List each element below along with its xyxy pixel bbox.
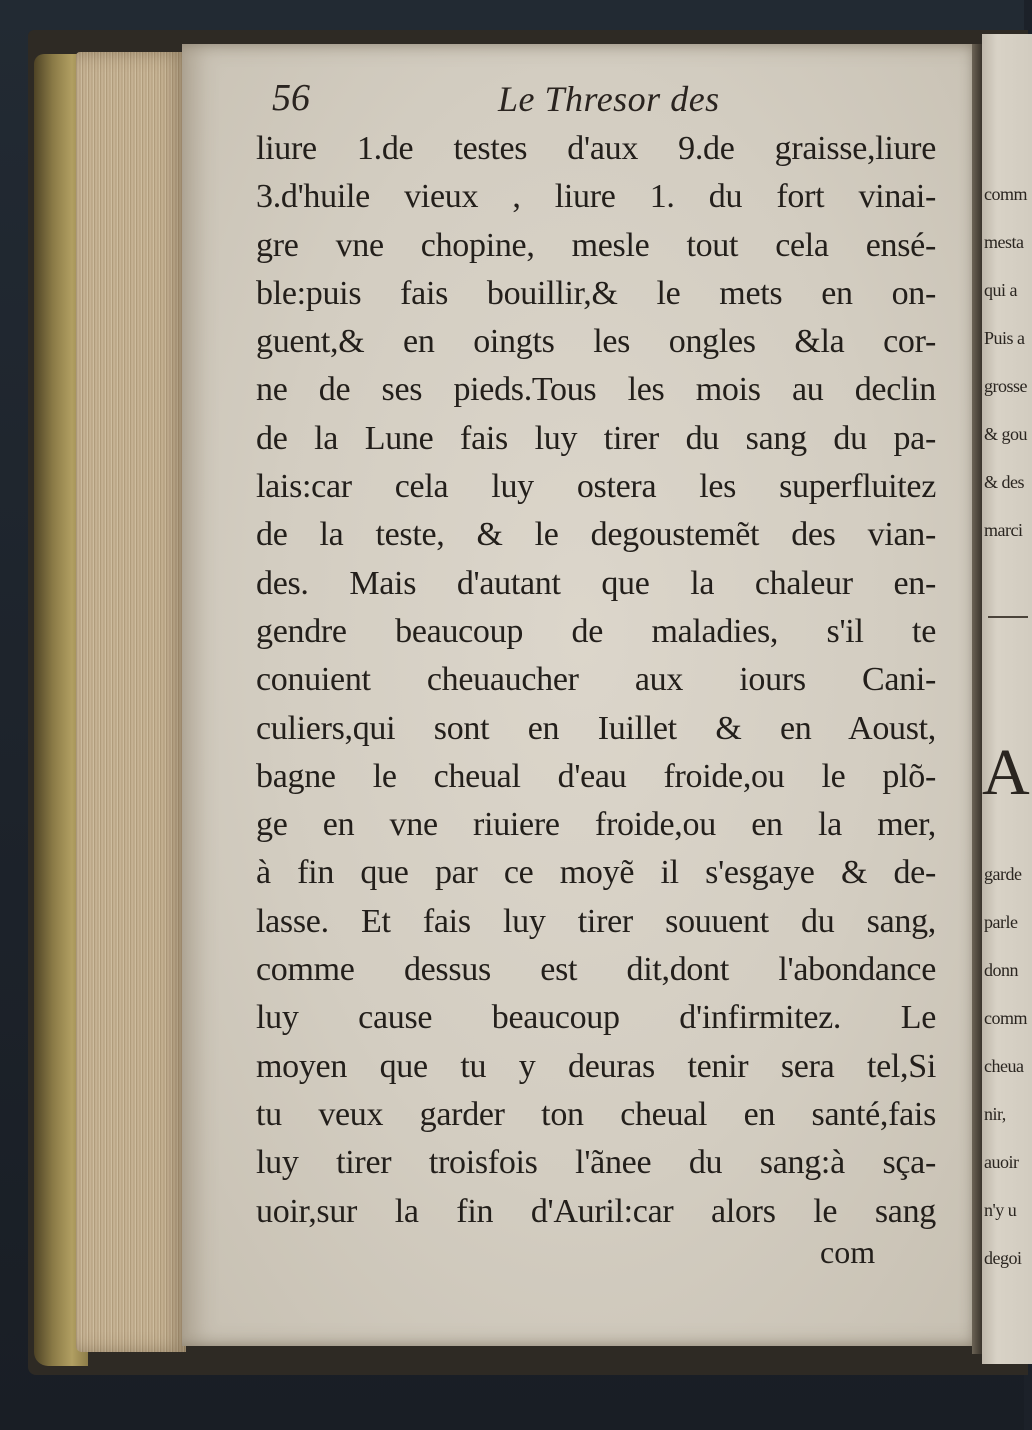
text-line: tu veux garder ton cheual en santé,fais: [256, 1095, 936, 1133]
page-fore-edge: [76, 52, 186, 1352]
text-line: culiers,qui sont en Iuillet & en Aoust,: [256, 709, 936, 747]
text-line: luy tirer troisfois l'ãnee du sang:à sça-: [256, 1144, 936, 1182]
text-line: bagne le cheual d'eau froide,ou le plõ-: [256, 757, 936, 795]
facing-page-fragment: donn: [984, 960, 1018, 980]
facing-page-edge: [982, 34, 1032, 1364]
text-line: ge en vne riuiere froide,ou en la mer,: [256, 806, 936, 844]
facing-page-fragment: nir,: [984, 1104, 1006, 1124]
facing-page-rule: [988, 616, 1028, 618]
facing-page-fragment: mesta: [984, 232, 1024, 252]
text-line: luy cause beaucoup d'infirmitez. Le: [256, 999, 936, 1037]
text-line: 3.d'huile vieux , liure 1. du fort vinai-: [256, 178, 936, 216]
book-gutter: [972, 44, 982, 1354]
decorated-initial: A: [982, 736, 1030, 809]
facing-page-fragment: & des: [984, 472, 1024, 492]
catchword: com: [820, 1234, 876, 1270]
facing-page-fragment: Puis a: [984, 328, 1025, 348]
page-header: [272, 76, 742, 126]
text-line: lais:car cela luy ostera les superfluitez: [256, 468, 936, 506]
text-line: des. Mais d'autant que la chaleur en-: [256, 564, 936, 602]
page-number: 56: [272, 77, 310, 119]
text-line: ble:puis fais bouillir,& le mets en on-: [256, 274, 936, 312]
facing-page-fragment: n'y u: [984, 1200, 1017, 1220]
text-line: de la teste, & le degoustemẽt des vian-: [256, 516, 936, 554]
text-line: moyen que tu y deuras tenir sera tel,Si: [256, 1047, 936, 1085]
text-line: ne de ses pieds.Tous les mois au declin: [256, 371, 936, 409]
text-line: lasse. Et fais luy tirer souuent du sang,: [256, 902, 936, 940]
facing-page-fragment: parle: [984, 912, 1018, 932]
facing-page-fragment: qui a: [984, 280, 1017, 300]
running-title: Le Thresor des: [498, 79, 720, 119]
text-line: gre vne chopine, mesle tout cela ensé-: [256, 226, 936, 264]
text-line: conuient cheuaucher aux iours Cani-: [256, 661, 936, 699]
text-line: comme dessus est dit,dont l'abondance: [256, 951, 936, 989]
facing-page-fragment: grosse: [984, 376, 1027, 396]
text-line: à fin que par ce moyẽ il s'esgaye & de-: [256, 854, 936, 892]
facing-page-fragment: & gou: [984, 424, 1028, 444]
text-line: de la Lune fais luy tirer du sang du pa-: [256, 419, 936, 457]
facing-page-fragment: comm: [984, 1008, 1027, 1028]
facing-page-fragment: cheua: [984, 1056, 1024, 1076]
facing-page-fragment: marci: [984, 520, 1023, 540]
facing-page-fragment: comm: [984, 184, 1027, 204]
facing-page-fragment: degoi: [984, 1248, 1022, 1268]
text-line: gendre beaucoup de maladies, s'il te: [256, 612, 936, 650]
body-text: [256, 125, 936, 1236]
text-line: liure 1.de testes d'aux 9.de graisse,liure: [256, 130, 936, 167]
text-line: guent,& en oingts les ongles &la cor-: [256, 323, 936, 361]
facing-page-fragment: garde: [984, 864, 1022, 884]
text-line: uoir,sur la fin d'Auril:car alors le sang: [256, 1192, 936, 1230]
facing-page-fragment: auoir: [984, 1152, 1019, 1172]
